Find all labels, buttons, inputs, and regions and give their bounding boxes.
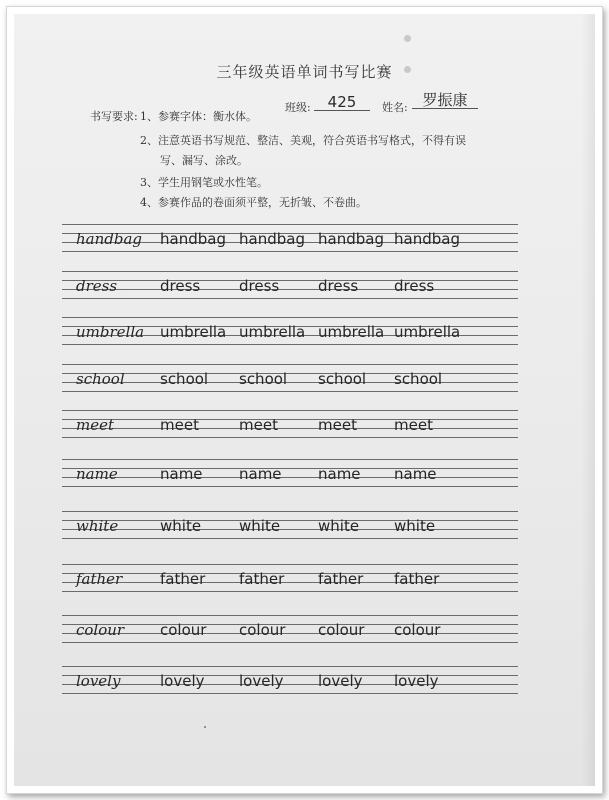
guide-line: [62, 364, 518, 365]
handwritten-word: meet: [239, 416, 278, 434]
four-line-grid: [62, 271, 518, 301]
guide-line: [62, 591, 518, 592]
guide-line: [62, 280, 518, 281]
requirement-2: 2、注意英语书写规范、整洁、美观，符合英语书写格式，不得有误: [140, 134, 466, 147]
punch-hole-top: [404, 35, 411, 42]
handwritten-word: meet: [318, 416, 357, 434]
guide-line: [62, 298, 518, 299]
handwritten-word: name: [239, 465, 282, 483]
guide-line: [62, 289, 518, 290]
handwritten-word: umbrella: [318, 323, 385, 341]
handwritten-word: colour: [394, 621, 441, 639]
guide-line: [62, 382, 518, 383]
four-line-grid: [62, 615, 518, 645]
handwritten-word: lovely: [160, 672, 205, 690]
guide-line: [62, 529, 518, 530]
handwritten-word: umbrella: [394, 323, 461, 341]
guide-line: [62, 344, 518, 345]
requirement-1: 1、参赛字体：衡水体。: [140, 110, 257, 123]
handwritten-word: father: [318, 570, 364, 588]
four-line-grid: [62, 564, 518, 594]
handwritten-word: umbrella: [160, 323, 227, 341]
guide-line: [62, 666, 518, 667]
guide-line: [62, 684, 518, 685]
handwritten-word: name: [160, 465, 203, 483]
four-line-grid: [62, 666, 518, 696]
handwritten-word: colour: [318, 621, 365, 639]
handwritten-word: lovely: [394, 672, 439, 690]
guide-line: [62, 675, 518, 676]
handwritten-word: colour: [239, 621, 286, 639]
handwritten-word: white: [394, 517, 436, 535]
page-title: 三年级英语单词书写比赛: [216, 63, 393, 81]
handwritten-word: school: [318, 370, 367, 388]
handwritten-word: dress: [394, 277, 435, 295]
handwritten-word: handbag: [394, 230, 460, 248]
requirement-3: 3、学生用钢笔或水性笔。: [140, 176, 268, 189]
guide-line: [62, 437, 518, 438]
worksheet-paper: [14, 14, 595, 786]
guide-line: [62, 410, 518, 411]
handwritten-word: father: [160, 570, 206, 588]
class-value: 425: [314, 94, 370, 111]
requirement-2-cont: 写、漏写、涂改。: [160, 154, 248, 167]
model-word: white: [76, 517, 119, 535]
four-line-grid: [62, 511, 518, 541]
guide-line: [62, 642, 518, 643]
handwritten-word: dress: [239, 277, 280, 295]
guide-line: [62, 224, 518, 225]
handwritten-word: dress: [318, 277, 359, 295]
guide-line: [62, 573, 518, 574]
guide-line: [62, 633, 518, 634]
handwritten-word: dress: [160, 277, 201, 295]
guide-line: [62, 428, 518, 429]
handwritten-word: school: [394, 370, 443, 388]
handwritten-word: name: [318, 465, 361, 483]
guide-line: [62, 271, 518, 272]
guide-line: [62, 477, 518, 478]
guide-line: [62, 468, 518, 469]
handwritten-word: lovely: [239, 672, 284, 690]
model-word: dress: [76, 277, 118, 295]
guide-line: [62, 391, 518, 392]
model-word: handbag: [76, 230, 143, 248]
guide-line: [62, 564, 518, 565]
handwritten-word: meet: [394, 416, 433, 434]
guide-line: [62, 520, 518, 521]
model-word: meet: [76, 416, 115, 434]
four-line-grid: [62, 410, 518, 440]
name-label: 姓名:: [382, 101, 408, 114]
handwritten-word: school: [160, 370, 209, 388]
name-value: 罗振康: [412, 92, 478, 109]
requirement-4: 4、参赛作品的卷面须平整，无折皱、不卷曲。: [140, 196, 367, 209]
model-word: umbrella: [76, 323, 145, 341]
guide-line: [62, 251, 518, 252]
handwritten-word: handbag: [160, 230, 226, 248]
guide-line: [62, 582, 518, 583]
handwritten-word: meet: [160, 416, 199, 434]
four-line-grid: [62, 364, 518, 394]
guide-line: [62, 538, 518, 539]
guide-line: [62, 615, 518, 616]
guide-line: [62, 486, 518, 487]
model-word: colour: [76, 621, 125, 639]
handwritten-word: white: [160, 517, 202, 535]
handwritten-word: white: [318, 517, 360, 535]
four-line-grid: [62, 459, 518, 489]
handwritten-word: father: [394, 570, 440, 588]
model-word: school: [76, 370, 125, 388]
handwritten-word: name: [394, 465, 437, 483]
handwritten-word: father: [239, 570, 285, 588]
guide-line: [62, 317, 518, 318]
handwritten-word: handbag: [239, 230, 305, 248]
guide-line: [62, 419, 518, 420]
guide-line: [62, 624, 518, 625]
handwritten-word: white: [239, 517, 281, 535]
model-word: name: [76, 465, 118, 483]
model-word: lovely: [76, 672, 121, 690]
handwritten-word: school: [239, 370, 288, 388]
requirements-label: 书写要求:: [90, 110, 138, 123]
paper-speck: [204, 726, 206, 728]
guide-line: [62, 693, 518, 694]
guide-line: [62, 511, 518, 512]
class-label: 班级:: [285, 101, 311, 114]
guide-line: [62, 373, 518, 374]
guide-line: [62, 459, 518, 460]
handwritten-word: lovely: [318, 672, 363, 690]
handwritten-word: handbag: [318, 230, 384, 248]
paper-shadow-edge: [581, 14, 595, 786]
handwritten-word: umbrella: [239, 323, 306, 341]
model-word: father: [76, 570, 123, 588]
handwritten-word: colour: [160, 621, 207, 639]
